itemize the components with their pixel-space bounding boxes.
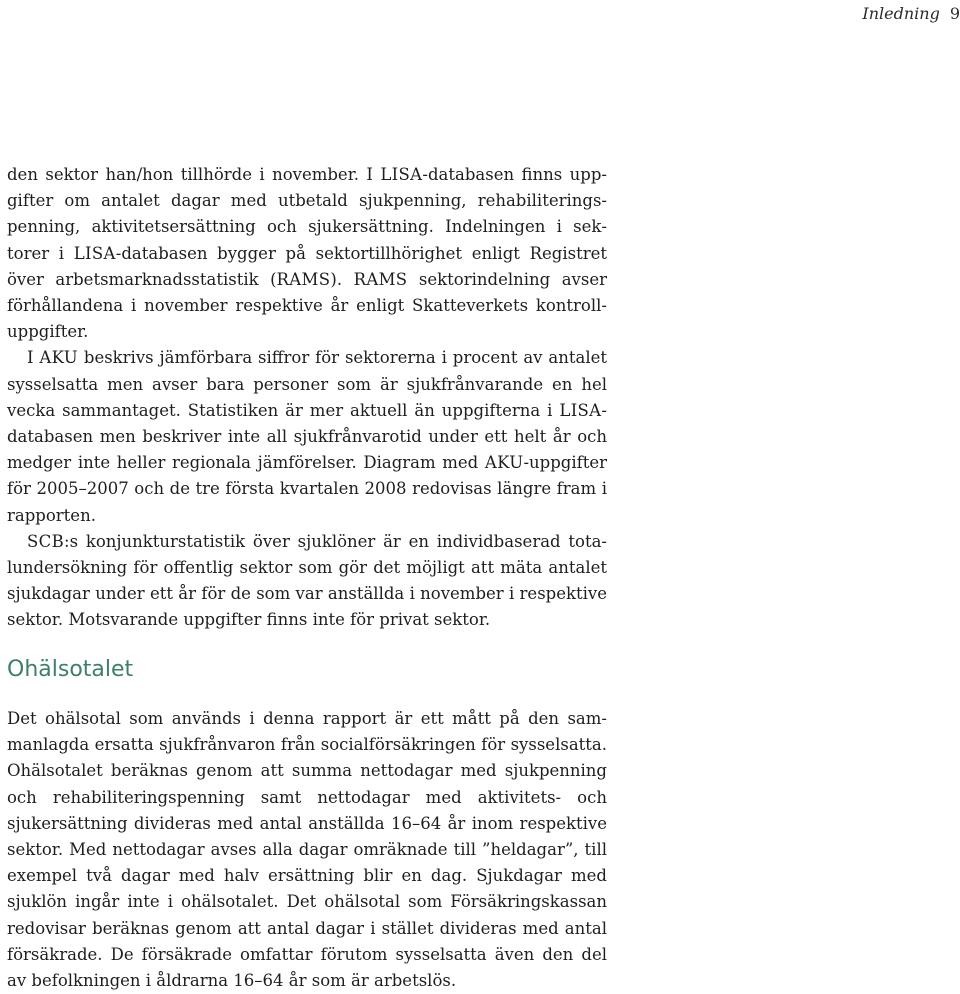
abbrev-lisa: LISA: [73, 243, 116, 263]
text-segment: sektorindelning avser förhållandena i november respektive år enligt Skatteverkets kontrolluppgifter.: [7, 269, 607, 342]
text-segment: den sektor han/hon tillhörde i november. I: [7, 165, 381, 184]
text-segment: -databasen finns uppgifter om antalet dagar med utbetald sjukpenning, rehabiliteringspenning, aktivitetsersättning och sjukersättning. Indelningen i sektorer i: [7, 165, 607, 263]
text-segment: I: [27, 348, 40, 368]
paragraph-lisa-rams: [7, 162, 607, 345]
paragraph-ohalsotal: Det ohälsotal som används i denna rapport är ett mått på den sammanlagda ersatta sjukfrånvaron från socialförsäkringen för sysselsatta. Ohälsotalet beräknas genom att summa nettodagar med sjukpenning och rehabiliteringspenning samt nettodagar med aktivitets- och sjukersättning divideras med antal anställda 16–64 år inom respektive sektor. Med nettodagar avses alla dagar omräknade till ”heldagar”, till exempel två dagar med halv ersättning blir en dag. Sjukdagar med sjuklön ingår inte i ohälsotalet. Det ohälsotal som Försäkringskassan redovisar beräknas genom att antal dagar i stället divideras med antal försäkrade. De försäkrade omfattar förutom sysselsatta även den del av befolkningen i åldrarna 16–64 år som är arbetslös.: [7, 709, 607, 991]
paragraph-scb: [7, 529, 607, 634]
paragraph-aku: [7, 345, 607, 528]
abbrev-rams: RAMS: [276, 269, 331, 289]
section-body: [7, 706, 607, 994]
abbrev-scb: SCB: [27, 531, 65, 551]
running-head-title: Inledning: [862, 4, 940, 23]
body-text: [7, 162, 607, 634]
text-segment: :s konjunkturstatistik över sjuklöner är en individbaserad totalundersökning för offentlig sektor som gör det möjligt att mäta antalet sjukdagar under ett år för de som var anställda i november i respektive sektor. Motsvarande uppgifter finns inte för privat sektor.: [7, 531, 607, 630]
page-number: 9: [949, 4, 960, 23]
abbrev-lisa: LISA: [559, 400, 602, 420]
text-segment: -uppgifter för 2005–2007 och de tre första kvartalen 2008 redovisas längre fram i rapporten.: [7, 453, 607, 525]
abbrev-lisa: LISA: [380, 165, 423, 184]
abbrev-aku: AKU: [484, 453, 524, 473]
text-segment: -databasen bygger på sektortillhörighet enligt Registret över arbetsmarknadsstatistik (: [7, 243, 607, 289]
running-head: [862, 4, 960, 23]
text-segment: beskrivs jämförbara siffror för sektorerna i procent av antalet sysselsatta men avser bara personer som är sjukfrånvarande en hel vecka sammantaget. Statistiken är mer aktuell än uppgifterna i: [7, 348, 607, 420]
section-heading: Ohälsotalet: [7, 657, 134, 682]
abbrev-rams: RAMS: [353, 269, 408, 289]
abbrev-aku: AKU: [39, 348, 78, 368]
text-segment: -databasen men beskriver inte all sjukfrånvarotid under ett helt år och medger inte heller regionala jämförelser. Diagram med: [7, 400, 607, 473]
text-segment: ).: [330, 269, 354, 289]
